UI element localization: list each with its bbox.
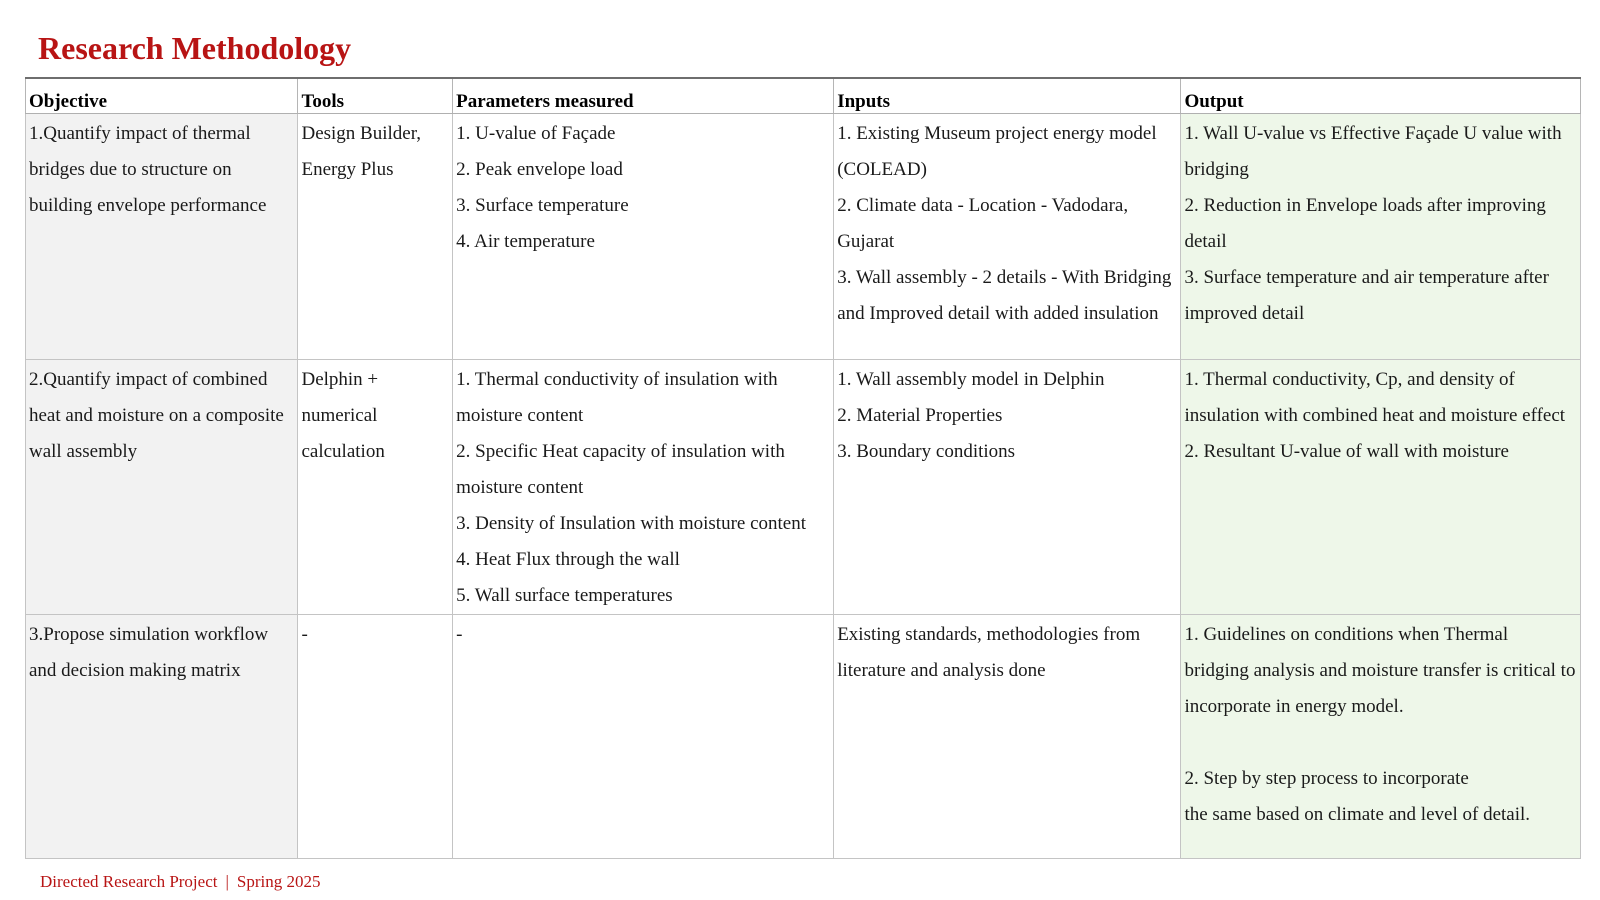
parameters-cell: [453, 114, 834, 360]
list-item: 3. Boundary conditions: [837, 441, 1016, 462]
objective-cell: 3.Propose simulation workflow and decision making matrix: [26, 615, 298, 859]
list-item: 4. Air temperature: [456, 231, 595, 252]
output-cell: [1181, 114, 1581, 360]
table-row: [26, 615, 1581, 859]
list-item: 1. Wall U-value vs Effective Façade U value with bridging: [1184, 123, 1562, 180]
table-row: [26, 114, 1581, 360]
tools-cell: Delphin + numerical calculation: [298, 360, 453, 615]
list-item: 2. Peak envelope load: [456, 159, 623, 180]
list-item: 1. Existing Museum project energy model (COLEAD): [837, 123, 1157, 180]
list-item: 4. Heat Flux through the wall: [456, 549, 680, 570]
parameters-cell: [453, 615, 834, 859]
list-item: 1. Thermal conductivity, Cp, and density of insulation with combined heat and moisture effect: [1184, 369, 1566, 426]
parameters-cell: [453, 360, 834, 615]
header-output: Output: [1181, 78, 1581, 114]
output-cell: [1181, 615, 1581, 859]
footer: [40, 872, 320, 892]
list-item: Existing standards, methodologies from literature and analysis done: [837, 624, 1141, 681]
header-inputs: Inputs: [834, 78, 1181, 114]
header-tools: Tools: [298, 78, 453, 114]
list-item: 2. Step by step process to incorporate: [1184, 768, 1469, 789]
list-item: 3. Surface temperature and air temperature after improved detail: [1184, 267, 1549, 324]
list-item: 2. Climate data - Location - Vadodara, Gujarat: [837, 195, 1129, 252]
list-item: 1. Guidelines on conditions when Thermal bridging analysis and moisture transfer is critical to incorporate in energy model.: [1184, 624, 1576, 717]
footer-project: Directed Research Project: [40, 872, 218, 891]
tools-cell: Design Builder, Energy Plus: [298, 114, 453, 360]
list-item: 3. Wall assembly - 2 details - With Bridging and Improved detail with added insulation: [837, 267, 1172, 324]
objective-cell: 2.Quantify impact of combined heat and moisture on a composite wall assembly: [26, 360, 298, 615]
inputs-cell: [834, 114, 1181, 360]
methodology-table: [25, 77, 1581, 859]
list-item: 3. Density of Insulation with moisture content: [456, 513, 807, 534]
page-title: Research Methodology: [38, 30, 352, 66]
objective-cell: 1.Quantify impact of thermal bridges due to structure on building envelope performance: [26, 114, 298, 360]
output-cell: [1181, 360, 1581, 615]
table-row: [26, 360, 1581, 615]
spacer: [1184, 725, 1577, 761]
tools-cell: -: [298, 615, 453, 859]
list-item: 2. Material Properties: [837, 405, 1003, 426]
header-objective: Objective: [26, 78, 298, 114]
list-item: 1. U-value of Façade: [456, 123, 616, 144]
list-item: 1. Wall assembly model in Delphin: [837, 369, 1105, 390]
list-item: the same based on climate and level of detail.: [1184, 804, 1531, 825]
list-item: 1. Thermal conductivity of insulation with moisture content: [456, 369, 778, 426]
header-parameters: Parameters measured: [453, 78, 834, 114]
list-item: 2. Specific Heat capacity of insulation with moisture content: [456, 441, 785, 498]
table-header-row: [26, 78, 1581, 114]
list-item: 2. Reduction in Envelope loads after improving detail: [1184, 195, 1546, 252]
inputs-cell: [834, 615, 1181, 859]
list-item: 2. Resultant U-value of wall with moisture: [1184, 441, 1509, 462]
list-item: 5. Wall surface temperatures: [456, 585, 673, 606]
inputs-cell: [834, 360, 1181, 615]
footer-term: Spring 2025: [236, 872, 321, 891]
footer-separator: |: [225, 872, 229, 891]
list-item: -: [456, 624, 463, 645]
list-item: 3. Surface temperature: [456, 195, 629, 216]
